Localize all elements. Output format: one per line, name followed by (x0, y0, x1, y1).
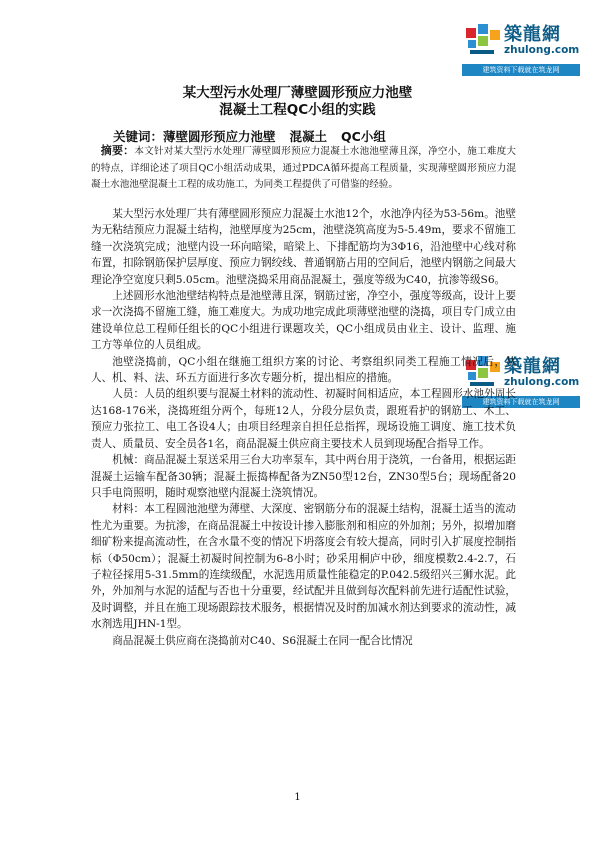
logo-slogan: 建筑资料下载就在筑龙网 (462, 64, 580, 76)
keyword-item: 薄壁圆形预应力池壁 (163, 129, 276, 144)
logo-slogan: 建筑资料下载就在筑龙网 (462, 396, 580, 408)
body-paragraph: 池壁浇捣前，QC小组在继施工组织方案的讨论、考察组织同类工程施工情况后，从人、机、料、法、环五方面进行多次专题分析，提出相应的措施。 (91, 355, 516, 385)
body-paragraph: 商品混凝土供应商在浇捣前对C40、S6混凝土在同一配合比情况 (112, 634, 413, 647)
document-title-line2: 混凝土工程QC小组的实践 (219, 102, 376, 118)
abstract-block (91, 143, 516, 194)
keywords-label: 关键词： (113, 129, 164, 144)
zhulong-logo (462, 20, 580, 82)
body-text (91, 206, 516, 649)
body-paragraph: 某大型污水处理厂共有薄壁圆形预应力混凝土水池12个，水池净内径为53-56m。池壁为无粘结预应力混凝土结构，池壁厚度为25cm，池壁浇筑高度为5-5.49m，要求不留施工缝一次浇筑完成；池壁内设一环向暗梁，暗梁上、下排配筋均为3Φ16，沿池壁中心线对称布置，扣除钢筋保护层厚度、预应力钢绞线、普通钢筋占用的空间后，池壁内钢筋之间最大理论净空宽度只剩5.05cm。池壁浇捣采用商品混凝土，强度等级为C40，抗渗等级S6。 (91, 208, 516, 286)
body-paragraph: 人员：人员的组织要与混凝土材料的流动性、初凝时间相适应，本工程圆形水池外周长达168-176米，浇捣班组分两个，每班12人，分段分层负责，跟班看护的钢筋工、木工、预应力张拉工、电工各设4人；由项目经理亲自担任总指挥，现场设施工调度、施工技术负责人、质量员、安全员各1名，商品混凝土供应商主要技术人员到现场配合指导工作。 (91, 388, 516, 450)
body-paragraph: 上述圆形水池池壁结构特点是池壁薄且深，钢筋过密，净空小，强度等级高，设计上要求一次浇捣不留施工缝，施工难度大。为成功地完成此项薄壁池壁的浇捣，项目专门成立由建设单位总工程师任组长的QC小组进行课题攻关，QC小组成员由业主、设计、监理、施工方等单位的人员组成。 (91, 290, 516, 352)
body-paragraph: 材料：本工程圆池池壁为薄壁、大深度、密钢筋分布的混凝土结构，混凝土适当的流动性尤为重要。为抗渗，在商品混凝土中按设计掺入膨胀剂和相应的外加剂；另外，拟增加磨细矿粉来提高流动性，在含水量不变的情况下坍落度会有较大提高，同时引入扩展度控制指标（Φ50cm）；混凝土初凝时间控制为6-8小时；砂采用桐庐中砂，细度模数2.4-2.7，石子粒径採用5-31.5mm的连续级配，水泥选用质量性能稳定的P.042.5级绍兴三狮水泥。此外，外加剂与水泥的适配与否也十分重要，经试配并且做到每次配料前先进行适配性试验，及时调整，并且在施工现场跟踪技术服务，根据情况及时酌加减水剂达到要求的流动性，减水剂选用JHN-1型。 (91, 503, 516, 631)
zhulong-logo-icon (462, 22, 502, 58)
keyword-item: QC小组 (341, 129, 386, 144)
page-number: 1 (294, 792, 301, 803)
body-paragraph: 机械：商品混凝土泵送采用三台大功率泵车，其中两台用于浇筑，一台备用，根据运距混凝土运输车配备30辆；混凝土振捣棒配备为ZN50型12台，ZN30型5台；现场配备20只手电筒照明，随时观察池壁内混凝土浇筑情况。 (91, 454, 516, 499)
document-title-line1: 某大型污水处理厂薄壁圆形预应力池壁 (182, 85, 413, 101)
logo-url-text: zhulong.com (504, 44, 580, 56)
logo-brand-text: 築龍網 (504, 356, 561, 377)
keyword-item: 混凝土 (289, 129, 328, 144)
abstract-label: 摘要： (100, 144, 135, 157)
logo-brand-text: 築龍網 (504, 24, 561, 45)
logo-url-text: zhulong.com (504, 376, 580, 388)
abstract-text: 本文针对某大型污水处理厂薄壁圆形预应力混凝土水池池壁薄且深，净空小，施工难度大的特点，详细论述了项目QC小组活动成果，通过PDCA循环提高工程质量，实现薄壁圆形预应力混凝土水池池壁混凝土工程的成功施工，为同类工程提供了可借鉴的经验。 (91, 146, 517, 190)
